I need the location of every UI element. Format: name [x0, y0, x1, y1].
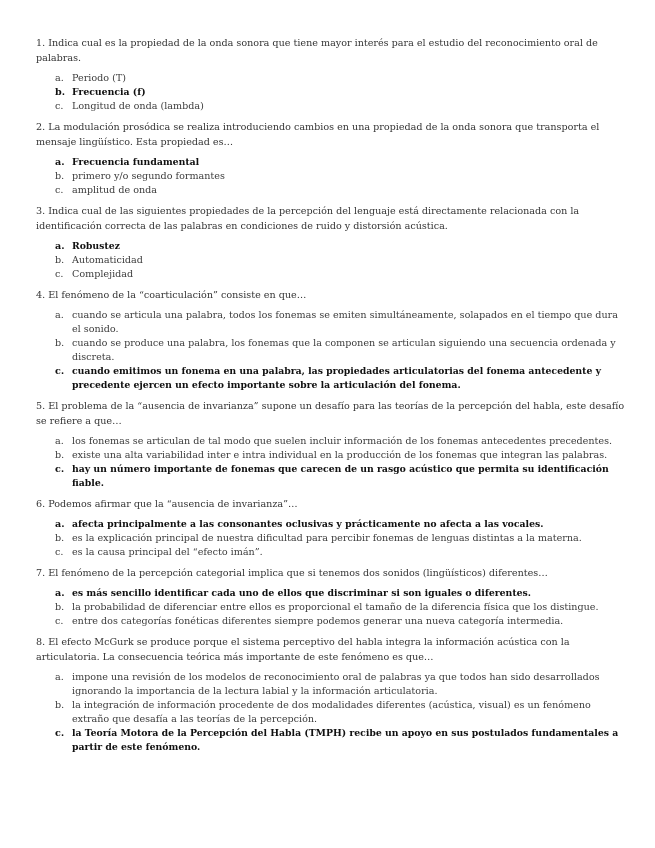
option-letter: a.: [55, 73, 64, 84]
question-8: [36, 635, 626, 755]
quiz-document: [36, 36, 626, 761]
question-text: 8. El efecto McGurk se produce porque el sistema perceptivo del habla integra la información acústica con la articulatoria. La consecuencia teórica más importante de este fenómeno es que…: [36, 637, 570, 663]
option-letter: a.: [55, 310, 64, 321]
option-text: hay un número importante de fonemas que carecen de un rasgo acústico que permita su identificación fiable.: [72, 464, 609, 489]
option-letter: b.: [55, 602, 65, 613]
option-text: afecta principalmente a las consonantes oclusivas y prácticamente no afecta a las vocales.: [72, 519, 544, 530]
option-text: Automaticidad: [72, 255, 143, 266]
option-b: [36, 170, 626, 184]
option-text: cuando emitimos un fonema en una palabra, las propiedades articulatorias del fonema antecedente y precedente ejercen un efecto importante sobre la articulación del fonema.: [72, 366, 602, 391]
option-letter: c.: [55, 185, 64, 196]
question-text: 4. El fenómeno de la “coarticulación” consiste en que…: [36, 290, 307, 301]
option-text: Longitud de onda (lambda): [72, 101, 204, 112]
question-text: 2. La modulación prosódica se realiza introduciendo cambios en una propiedad de la onda sonora que transporta el mensaje lingüístico. Esta propiedad es…: [36, 122, 600, 148]
option-text: primero y/o segundo formantes: [72, 171, 225, 182]
option-b: [36, 601, 626, 615]
option-c-correct: [36, 727, 626, 755]
option-list: [36, 72, 626, 114]
option-letter: a.: [55, 588, 65, 599]
option-b: [36, 337, 626, 365]
option-b-correct: [36, 86, 626, 100]
option-text: es la explicación principal de nuestra dificultad para percibir fonemas de lenguas distintas a la materna.: [72, 533, 582, 544]
option-text: entre dos categorías fonéticas diferentes siempre podemos generar una nueva categoría intermedia.: [72, 616, 564, 627]
option-letter: c.: [55, 616, 64, 627]
option-a: [36, 309, 626, 337]
option-letter: c.: [55, 101, 64, 112]
option-c: [36, 546, 626, 560]
option-letter: b.: [55, 87, 66, 98]
option-b: [36, 699, 626, 727]
option-list: [36, 156, 626, 198]
question-text: 7. El fenómeno de la percepción categorial implica que si tenemos dos sonidos (lingüísticos) diferentes…: [36, 568, 548, 579]
option-c: [36, 100, 626, 114]
question-3: [36, 204, 626, 282]
option-letter: b.: [55, 255, 65, 266]
option-text: Robustez: [72, 241, 120, 252]
option-text: es más sencillo identificar cada uno de ellos que discriminar si son iguales o diferentes.: [72, 588, 531, 599]
option-b: [36, 449, 626, 463]
option-text: Frecuencia (f): [72, 87, 146, 98]
option-letter: b.: [55, 700, 65, 711]
option-a: [36, 72, 626, 86]
option-letter: c.: [55, 728, 65, 739]
option-text: los fonemas se articulan de tal modo que suelen incluir información de los fonemas antecedentes precedentes.: [72, 436, 613, 447]
option-list: [36, 587, 626, 629]
question-1: [36, 36, 626, 114]
option-list: [36, 671, 626, 755]
option-letter: b.: [55, 450, 65, 461]
option-text: Complejidad: [72, 269, 134, 280]
option-a-correct: [36, 587, 626, 601]
option-text: cuando se articula una palabra, todos los fonemas se emiten simultáneamente, solapados en el tiempo que dura el sonido.: [72, 310, 618, 335]
option-c: [36, 615, 626, 629]
option-letter: a.: [55, 672, 64, 683]
option-a-correct: [36, 156, 626, 170]
option-a-correct: [36, 518, 626, 532]
question-text: 5. El problema de la “ausencia de invarianza” supone un desafío para las teorías de la percepción del habla, este desafío se refiere a que…: [36, 401, 625, 427]
option-list: [36, 435, 626, 491]
option-text: Frecuencia fundamental: [72, 157, 200, 168]
option-letter: c.: [55, 366, 65, 377]
question-2: [36, 120, 626, 198]
question-5: [36, 399, 626, 491]
option-a: [36, 671, 626, 699]
option-a-correct: [36, 240, 626, 254]
option-text: es la causa principal del “efecto imán”.: [72, 547, 263, 558]
option-b: [36, 254, 626, 268]
option-c-correct: [36, 463, 626, 491]
option-text: amplitud de onda: [72, 185, 158, 196]
option-letter: a.: [55, 519, 65, 530]
option-c-correct: [36, 365, 626, 393]
question-text: 3. Indica cual de las siguientes propiedades de la percepción del lenguaje está directamente relacionada con la identificación correcta de las palabras en condiciones de ruido y distorsión acústica.: [36, 206, 580, 232]
question-7: [36, 566, 626, 629]
question-6: [36, 497, 626, 560]
option-text: la Teoría Motora de la Percepción del Habla (TMPH) recibe un apoyo en sus postulados fundamentales a partir de este fenómeno.: [72, 728, 619, 753]
option-letter: a.: [55, 436, 64, 447]
option-a: [36, 435, 626, 449]
option-text: la probabilidad de diferenciar entre ellos es proporcional el tamaño de la diferencia física que los distingue.: [72, 602, 599, 613]
question-4: [36, 288, 626, 393]
option-text: cuando se produce una palabra, los fonemas que la componen se articulan siguiendo una secuencia ordenada y discreta.: [72, 338, 616, 363]
option-c: [36, 184, 626, 198]
question-text: 1. Indica cual es la propiedad de la onda sonora que tiene mayor interés para el estudio del reconocimiento oral de palabras.: [36, 38, 598, 64]
option-text: la integración de información procedente de dos modalidades diferentes (acústica, visual) es un fenómeno extraño que desafía a las teorías de la percepción.: [72, 700, 591, 725]
option-list: [36, 518, 626, 560]
option-letter: c.: [55, 547, 64, 558]
option-letter: c.: [55, 464, 65, 475]
option-letter: b.: [55, 338, 65, 349]
option-c: [36, 268, 626, 282]
option-letter: b.: [55, 171, 65, 182]
option-letter: a.: [55, 157, 65, 168]
option-letter: b.: [55, 533, 65, 544]
option-text: Periodo (T): [72, 73, 126, 84]
option-letter: c.: [55, 269, 64, 280]
option-list: [36, 240, 626, 282]
option-list: [36, 309, 626, 393]
question-text: 6. Podemos afirmar que la “ausencia de invarianza”…: [36, 499, 298, 510]
option-letter: a.: [55, 241, 65, 252]
option-text: impone una revisión de los modelos de reconocimiento oral de palabras ya que todos han sido desarrollados ignorando la importancia de la lectura labial y la información articulatoria.: [72, 672, 600, 697]
option-b: [36, 532, 626, 546]
option-text: existe una alta variabilidad inter e intra individual en la producción de los fonemas que integran las palabras.: [72, 450, 608, 461]
